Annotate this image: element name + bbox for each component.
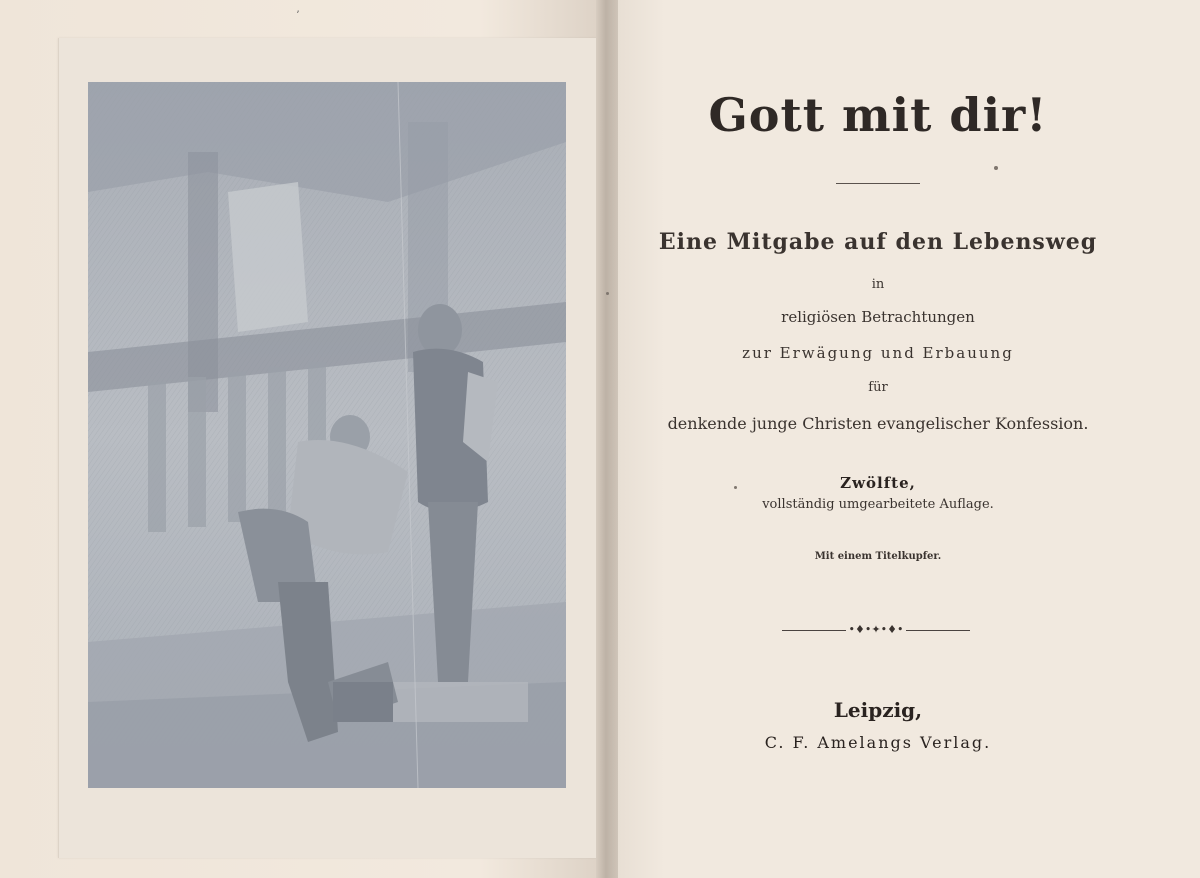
frontispiece-engraving xyxy=(88,82,566,788)
frontispiece-note: Mit einem Titelkupfer. xyxy=(814,551,942,562)
paper-speck xyxy=(606,292,609,295)
subtitle-line-1: religiösen Betrachtungen xyxy=(781,308,975,326)
title-page xyxy=(618,0,1200,878)
book-subtitle: Eine Mitgabe auf den Lebensweg xyxy=(658,229,1098,255)
paper-speck xyxy=(994,166,998,170)
paper-speck xyxy=(734,486,737,489)
subtitle-line-3: denkende junge Christen evangelischer Konfession. xyxy=(667,414,1089,433)
top-mark: ʼ xyxy=(296,10,300,21)
subtitle-line-2: zur Erwägung und Erbauung xyxy=(742,344,1014,362)
edition-detail: vollständig umgearbeitete Auflage. xyxy=(762,497,994,512)
ornament-icon: •♦•✦•♦• xyxy=(846,622,906,638)
subtitle-connector-fuer: für xyxy=(868,380,888,395)
publication-place: Leipzig, xyxy=(833,698,923,722)
edition-number: Zwölfte, xyxy=(840,474,916,492)
book-gutter xyxy=(596,0,618,878)
publisher-name: C. F. Amelangs Verlag. xyxy=(764,733,992,752)
title-rule xyxy=(836,183,920,184)
subtitle-connector-in: in xyxy=(871,277,885,292)
engraving-illustration xyxy=(88,82,566,788)
book-title: Gott mit dir! xyxy=(708,88,1048,142)
